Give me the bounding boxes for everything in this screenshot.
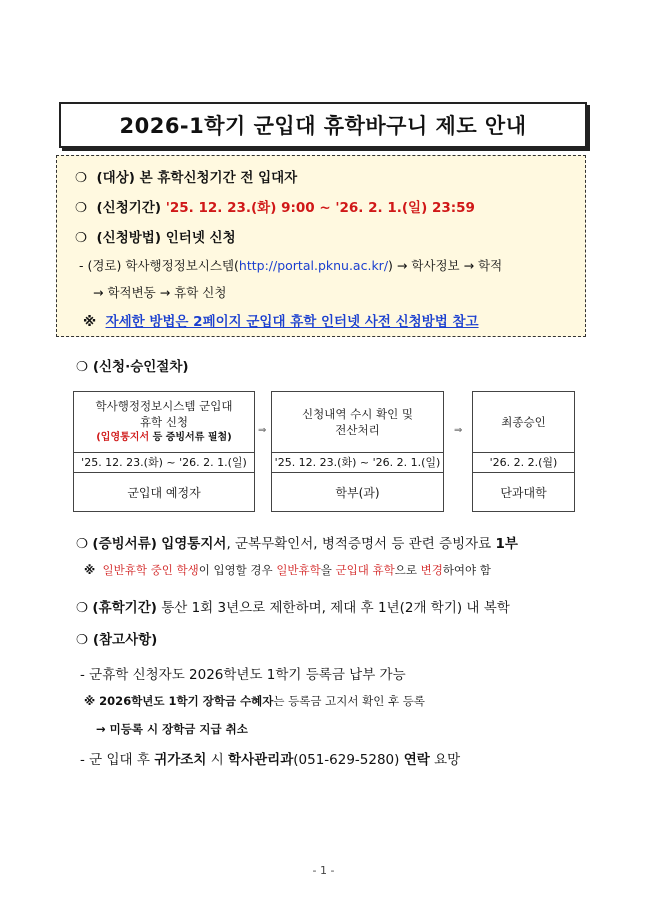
- guide-link[interactable]: 자세한 방법은 2페이지 군입대 휴학 인터넷 사전 신청방법 참고: [105, 314, 479, 330]
- flow-step-approve-who: 단과대학: [500, 486, 547, 500]
- flow-step-process-line2: 전산처리: [335, 423, 380, 437]
- leave-period-line: ❍ (휴학기간) 통산 1회 3년으로 제한하며, 제대 후 1년(2개 학기) 내 복학: [76, 600, 510, 616]
- portal-url[interactable]: http://portal.pknu.ac.kr/: [238, 258, 389, 273]
- docs-note: ※ 일반휴학 중인 학생이 입영할 경우 일반휴학을 군입대 휴학으로 변경하여야 함: [84, 563, 491, 577]
- flow-step-apply-line2: 휴학 신청: [139, 415, 189, 429]
- flow-step-apply-who: 군입대 예정자: [127, 486, 201, 500]
- flow-step-process-line1: 신청내역 수시 확인 및: [302, 407, 413, 421]
- ref-line2: ※ 2026학년도 1학기 장학금 수혜자는 등록금 고지서 확인 후 등록: [84, 694, 425, 708]
- flow-step-approve-line1: 최종승인: [501, 415, 546, 429]
- ref-heading: ❍ (참고사항): [76, 632, 158, 648]
- flow-step-apply-date: '25. 12. 23.(화) ~ '26. 2. 1.(일): [74, 452, 254, 473]
- flow-step-apply: [73, 391, 255, 512]
- flow-step-process: [271, 391, 444, 512]
- notice-route-line2: → 학적변동 → 휴학 신청: [93, 285, 227, 300]
- ref-line4: - 군 입대 후 귀가조치 시 학사관리과(051-629-5280) 연락 요망: [80, 752, 461, 768]
- flow-step-approve: [472, 391, 575, 512]
- ref-line1: - 군휴학 신청자도 2026학년도 1학기 등록금 납부 가능: [80, 667, 406, 683]
- flow-step-process-date: '25. 12. 23.(화) ~ '26. 2. 1.(일): [272, 452, 443, 473]
- notice-method: ❍ (신청방법) 인터넷 신청: [75, 230, 236, 246]
- notice-route: - (경로) 학사행정정보시스템(http://portal.pknu.ac.kr/) → 학사정보 → 학적: [79, 258, 503, 273]
- notice-note: ※ 자세한 방법은 2페이지 군입대 휴학 인터넷 사전 신청방법 참고: [83, 314, 479, 330]
- ref-line3: → 미등록 시 장학금 지급 취소: [96, 722, 248, 736]
- docs-line: ❍ (증빙서류) 입영통지서, 군복무확인서, 병적증명서 등 관련 증빙자료 1부: [76, 536, 518, 552]
- page-number: - 1 -: [312, 864, 335, 877]
- page-title: 2026-1학기 군입대 휴학바구니 제도 안내: [119, 114, 527, 138]
- flow-step-apply-line1: 학사행정정보시스템 군입대: [95, 399, 233, 413]
- notice-period: ❍ (신청기간) '25. 12. 23.(화) 9:00 ~ '26. 2. 1.(일) 23:59: [75, 200, 475, 216]
- notice-box: [56, 155, 586, 337]
- flow-arrow-1: ⇒: [258, 425, 267, 436]
- procedure-heading: ❍ (신청·승인절차): [76, 359, 189, 375]
- flow-step-approve-date: '26. 2. 2.(월): [473, 452, 574, 473]
- notice-target: ❍ (대상) 본 휴학신청기간 전 입대자: [75, 170, 298, 186]
- flow-step-apply-sub: (입영통지서 등 증빙서류 필첨): [96, 432, 232, 443]
- flow-step-process-who: 학부(과): [335, 486, 380, 500]
- page-title-box: [59, 102, 587, 148]
- flow-arrow-2: ⇒: [454, 425, 463, 436]
